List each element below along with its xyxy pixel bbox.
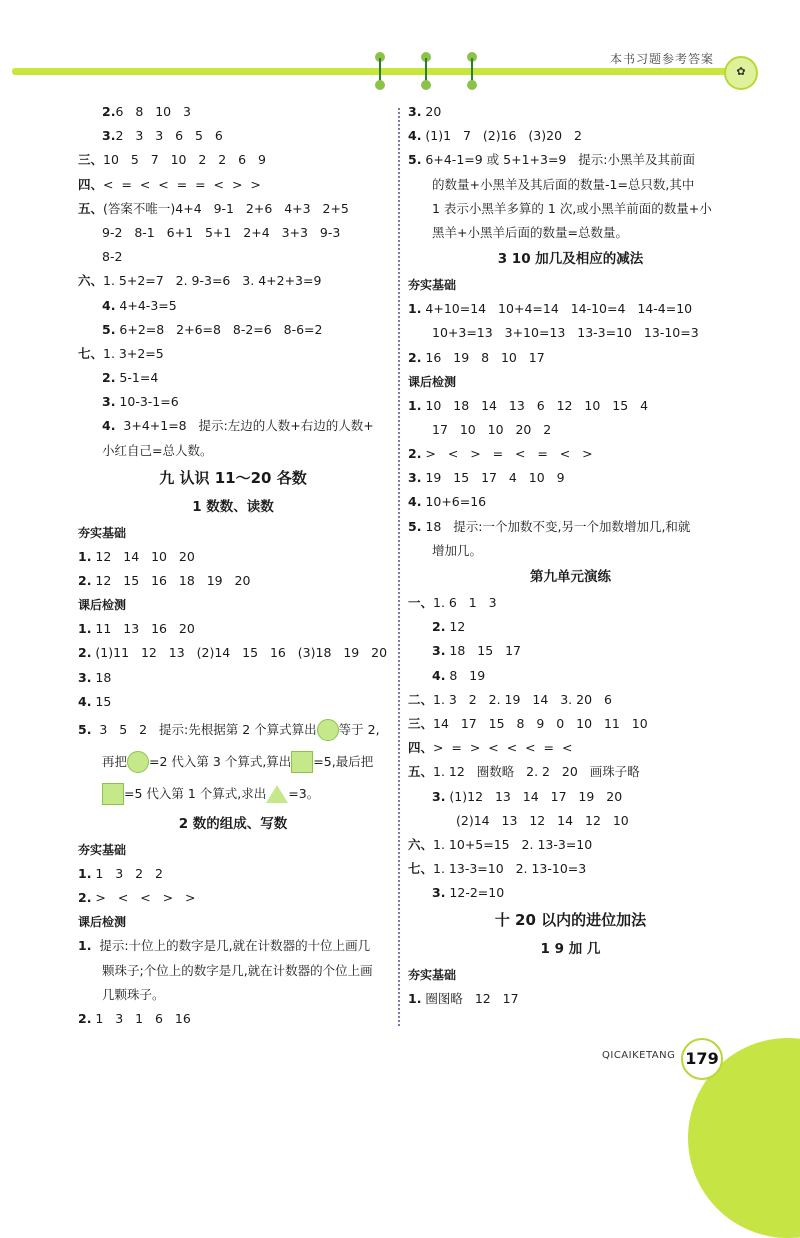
item-number: 五、	[78, 200, 104, 216]
column-divider	[398, 108, 400, 1026]
item-number: 3.	[408, 104, 422, 119]
answer-line: 3. 19 15 17 4 10 9	[408, 470, 565, 486]
item-number: 5.	[78, 721, 92, 737]
item-number: 七、	[408, 861, 434, 877]
answer-line: 1. 11 13 16 20	[78, 621, 195, 637]
item-number: 4.	[102, 418, 116, 434]
item-number: 2.	[78, 645, 92, 661]
answer-line: 3.2 3 3 6 5 6	[102, 128, 223, 144]
item-number: 5.	[408, 152, 422, 168]
item-number: 六、	[408, 836, 434, 852]
chapter-heading: 九 认识 11～20 各数	[159, 468, 307, 487]
item-number: 2.	[408, 446, 422, 462]
answer-line: 3. 10-3-1=6	[102, 394, 179, 410]
answer-line: 5. 3 5 2 提示:先根据第 2 个算式算出 等于 2,	[78, 714, 388, 746]
answer-line: 七、1. 3+2=5	[78, 345, 164, 361]
subsection-label: 夯实基础	[78, 525, 127, 540]
item-number: 1.	[408, 397, 422, 413]
item-number: 1.	[408, 301, 422, 317]
answer-line: 一、1. 6 1 3	[408, 595, 497, 610]
answer-line: 2. > < > = < = < >	[408, 446, 593, 462]
answer-line: 4. 15	[78, 693, 112, 709]
answer-line: 1. 圈图略 12 17	[408, 991, 519, 1007]
answer-line: 四、> = > < < < = <	[408, 740, 573, 756]
answer-line: 小红自己=总人数。	[102, 442, 213, 458]
item-number: 3.	[102, 128, 116, 144]
answer-line: 4. 4+4-3=5	[102, 297, 177, 313]
answer-line: =5 代入第 1 个算式,求出 =3。	[78, 778, 388, 810]
item-number: 五、	[408, 764, 434, 780]
answer-line: 1. 12 14 10 20	[78, 548, 195, 564]
logo-icon: ✿	[724, 56, 758, 90]
answer-line: 颗珠子;个位上的数字是几,就在计数器的个位上画	[102, 962, 373, 978]
answer-line: 2. 12	[432, 619, 466, 635]
section-heading: 3 10 加几及相应的减法	[497, 251, 644, 268]
item-number: 3.	[102, 394, 116, 410]
subsection-label: 课后检测	[408, 374, 457, 389]
answer-line: (2)14 13 12 14 12 10	[456, 812, 629, 828]
footer-brand: QICAIKETANG	[602, 1050, 676, 1061]
binder-clip-icon	[374, 52, 386, 90]
item-number: 三、	[408, 715, 434, 731]
answer-line: 2. > < < > >	[78, 890, 196, 906]
item-number: 1.	[78, 621, 92, 637]
item-number: 4.	[432, 667, 446, 683]
circle-shape-icon	[317, 719, 339, 741]
item-number: 六、	[78, 273, 104, 289]
header-title: 本书习题参考答案	[610, 52, 715, 66]
subsection-label: 课后检测	[78, 915, 127, 930]
left-column	[78, 100, 388, 1031]
answer-line: 再把 =2 代入第 3 个算式,算出 =5,最后把	[78, 746, 388, 778]
answer-line: 5. 6+2=8 2+6=8 8-2=6 8-6=2	[102, 321, 323, 337]
answer-line: 4. (1)1 7 (2)16 (3)20 2	[408, 128, 582, 144]
answer-line: 六、1. 10+5=15 2. 13-3=10	[408, 836, 593, 852]
answer-line: 3. 20	[408, 104, 442, 119]
item-number: 1.	[408, 991, 422, 1007]
answer-line: 黑羊+小黑羊后面的数量=总数量。	[432, 224, 628, 240]
circle-shape-icon	[127, 751, 149, 773]
item-number: 1.	[78, 938, 92, 954]
answer-line: 1. 提示:十位上的数字是几,就在计数器的十位上画几	[78, 938, 371, 954]
item-number: 七、	[78, 345, 104, 361]
answer-line: 的数量+小黑羊及其后面的数量-1=总只数,其中	[432, 176, 695, 192]
answer-line: 二、1. 3 2 2. 19 14 3. 20 6	[408, 691, 612, 707]
square-shape-icon	[291, 751, 313, 773]
answer-line: 三、14 17 15 8 9 0 10 11 10	[408, 715, 648, 731]
answer-line: 3. 12-2=10	[432, 885, 505, 901]
section-heading: 1 9 加 几	[540, 941, 601, 958]
triangle-shape-icon	[266, 785, 288, 803]
answer-line: 4. 10+6=16	[408, 494, 487, 510]
section-heading: 1 数数、读数	[192, 498, 274, 515]
item-number: 4.	[408, 494, 422, 510]
item-number: 2.	[78, 890, 92, 906]
answer-line: 增加几。	[432, 542, 483, 558]
answer-line: 4. 8 19	[432, 667, 486, 683]
answer-line: 2. 12 15 16 18 19 20	[78, 573, 251, 588]
item-number: 2.	[432, 619, 446, 635]
square-shape-icon	[102, 783, 124, 805]
item-number: 4.	[102, 297, 116, 313]
answer-line: 五、1. 12 圈数略 2. 2 20 画珠子略	[408, 764, 640, 780]
item-number: 3.	[432, 788, 446, 804]
chapter-heading: 十 20 以内的进位加法	[494, 911, 647, 930]
item-number: 2.	[408, 349, 422, 365]
answer-line: 1. 1 3 2 2	[78, 865, 163, 881]
section-heading: 2 数的组成、写数	[178, 815, 288, 832]
item-number: 2.	[102, 370, 116, 386]
answer-line: 1 表示小黑羊多算的 1 次,或小黑羊前面的数量+小	[432, 200, 712, 216]
page-number: 179	[681, 1038, 723, 1080]
item-number: 四、	[408, 740, 434, 756]
answer-line: 3. 18 15 17	[432, 643, 521, 659]
item-number: 3.	[432, 885, 446, 901]
binder-clip-icon	[420, 52, 432, 90]
answer-line: 5. 18 提示:一个加数不变,另一个加数增加几,和就	[408, 518, 691, 534]
answer-line: 几颗珠子。	[102, 986, 165, 1002]
answer-line: 2. 5-1=4	[102, 370, 159, 386]
answer-line: 五、(答案不唯一)4+4 9-1 2+6 4+3 2+5	[78, 200, 349, 216]
section-heading: 第九单元演练	[530, 569, 611, 585]
item-number: 5.	[102, 321, 116, 337]
item-number: 2.	[78, 1010, 92, 1026]
answer-line: 三、10 5 7 10 2 2 6 9	[78, 152, 266, 168]
item-number: 三、	[78, 152, 104, 168]
answer-line: 六、1. 5+2=7 2. 9-3=6 3. 4+2+3=9	[78, 273, 322, 289]
item-number: 4.	[408, 128, 422, 144]
answer-line: 17 10 10 20 2	[432, 421, 552, 437]
item-number: 二、	[408, 691, 434, 707]
item-number: 5.	[408, 518, 422, 534]
item-number: 3.	[432, 643, 446, 659]
answer-line: 9-2 8-1 6+1 5+1 2+4 3+3 9-3	[102, 224, 341, 240]
item-number: 4.	[78, 693, 92, 709]
item-number: 3.	[78, 669, 92, 685]
answer-line: 4. 3+4+1=8 提示:左边的人数+右边的人数+	[102, 418, 374, 434]
answer-line: 1. 4+10=14 10+4=14 14-10=4 14-4=10	[408, 301, 693, 317]
subsection-label: 夯实基础	[408, 278, 457, 293]
answer-line: 5. 6+4-1=9 或 5+1+3=9 提示:小黑羊及其前面	[408, 152, 696, 168]
item-number: 一、	[408, 595, 434, 610]
answer-line: 四、< = < < = = < > >	[78, 176, 261, 192]
answer-line: 2. 1 3 1 6 16	[78, 1010, 191, 1026]
subsection-label: 夯实基础	[78, 842, 127, 857]
item-number: 1.	[78, 548, 92, 564]
right-column	[408, 100, 733, 1012]
answer-line: 8-2	[102, 249, 123, 265]
item-number: 四、	[78, 176, 104, 192]
answer-line: 七、1. 13-3=10 2. 13-10=3	[408, 861, 587, 877]
subsection-label: 夯实基础	[408, 968, 457, 983]
item-number: 2.	[78, 573, 92, 588]
item-number: 2.	[102, 104, 116, 119]
subsection-label: 课后检测	[78, 598, 127, 613]
answer-line: 3. (1)12 13 14 17 19 20	[432, 788, 623, 804]
item-number: 3.	[408, 470, 422, 486]
binder-clip-icon	[466, 52, 478, 90]
answer-line: 2. 16 19 8 10 17	[408, 349, 545, 365]
answer-line: 2.6 8 10 3	[102, 104, 191, 119]
answer-line: 2. (1)11 12 13 (2)14 15 16 (3)18 19 20	[78, 645, 388, 661]
answer-line: 1. 10 18 14 13 6 12 10 15 4	[408, 397, 649, 413]
answer-line: 3. 18	[78, 669, 112, 685]
header-bar	[12, 68, 732, 75]
answer-line: 10+3=13 3+10=13 13-3=10 13-10=3	[432, 325, 699, 341]
item-number: 1.	[78, 865, 92, 881]
